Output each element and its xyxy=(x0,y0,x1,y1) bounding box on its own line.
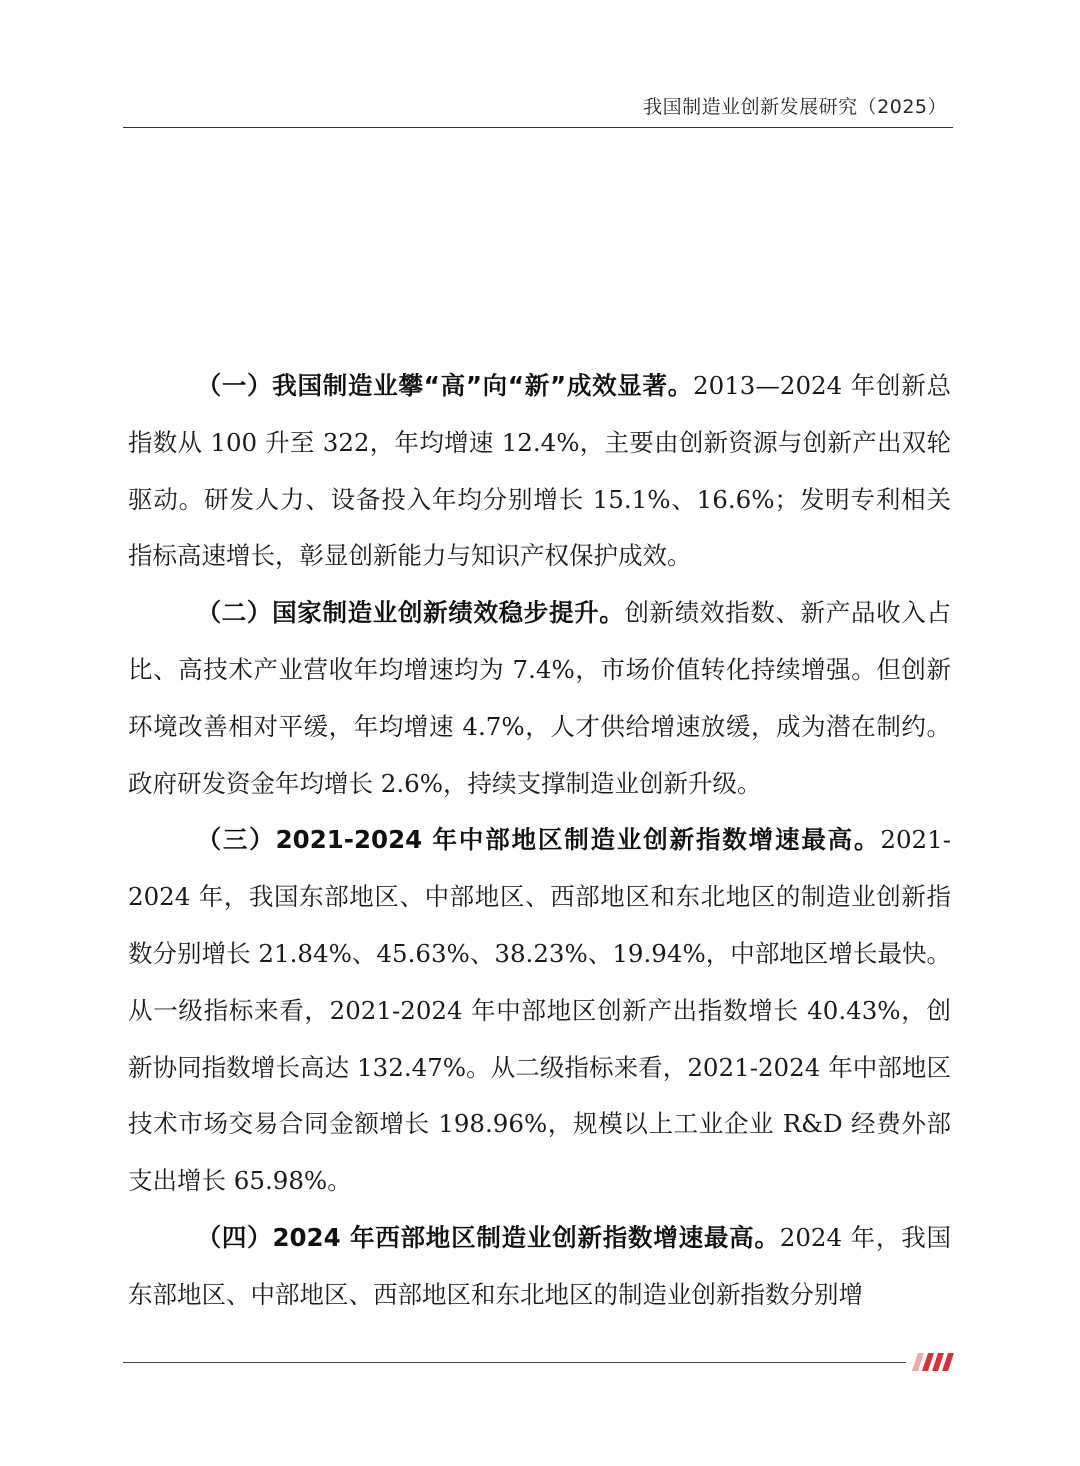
paragraph-4-text: 2024 年，我国东部地区、中部地区、西部地区和东北地区的制造业创新指数分别增 xyxy=(128,1222,952,1309)
running-header-title: 我国制造业创新发展研究（2025） xyxy=(643,96,947,118)
paragraph-3 xyxy=(128,812,951,1210)
footer-stripe-3 xyxy=(942,1353,954,1371)
footer-divider xyxy=(123,1362,906,1363)
paragraph-1-text: 2013—2024 年创新总指数从 100 升至 322，年均增速 12.4%，主要由创新资源与创新产出双轮驱动。研发人力、设备投入年均分别增长 15.1%、16.6%；发明专利相关指标高速增长，彰显创新能力与知识产权保护成效。 xyxy=(128,371,951,571)
paragraph-2 xyxy=(128,585,951,812)
paragraph-3-text: 2021-2024 年，我国东部地区、中部地区、西部地区和东北地区的制造业创新指数分别增长 21.84%、45.63%、38.23%、19.94%，中部地区增长最快。从一级指标来看，2021-2024 年中部地区创新产出指数增长 40.43%，创新协同指数增长高达 132.47%。从二级指标来看，2021-2024 年中部地区技术市场交易合同金额增长 198.96%，规模以上工业企业 R&D 经费外部支出增长 65.98%。 xyxy=(128,825,951,1196)
footer-stripes-icon xyxy=(912,1351,954,1373)
paragraph-3-heading: （三）2021-2024 年中部地区制造业创新指数增速最高。 xyxy=(196,825,881,855)
paragraph-2-text: 创新绩效指数、新产品收入占比、高技术产业营收年均增速均为 7.4%，市场价值转化持续增强。但创新环境改善相对平缓，年均增速 4.7%，人才供给增速放缓，成为潜在制约。政府研发资金年均增长 2.6%，持续支撑制造业创新升级。 xyxy=(128,598,951,798)
footer-stripe-light xyxy=(912,1353,924,1371)
document-body xyxy=(128,358,951,1324)
footer-stripe-1 xyxy=(922,1353,934,1371)
paragraph-1-heading: （一）我国制造业攀“高”向“新”成效显著。 xyxy=(196,371,694,400)
header-divider xyxy=(123,127,953,128)
paragraph-2-heading: （二）国家制造业创新绩效稳步提升。 xyxy=(196,598,625,628)
paragraph-1 xyxy=(128,358,951,585)
footer-stripe-2 xyxy=(932,1353,944,1371)
paragraph-4 xyxy=(128,1210,951,1324)
paragraph-4-heading: （四）2024 年西部地区制造业创新指数增速最高。 xyxy=(196,1222,780,1252)
